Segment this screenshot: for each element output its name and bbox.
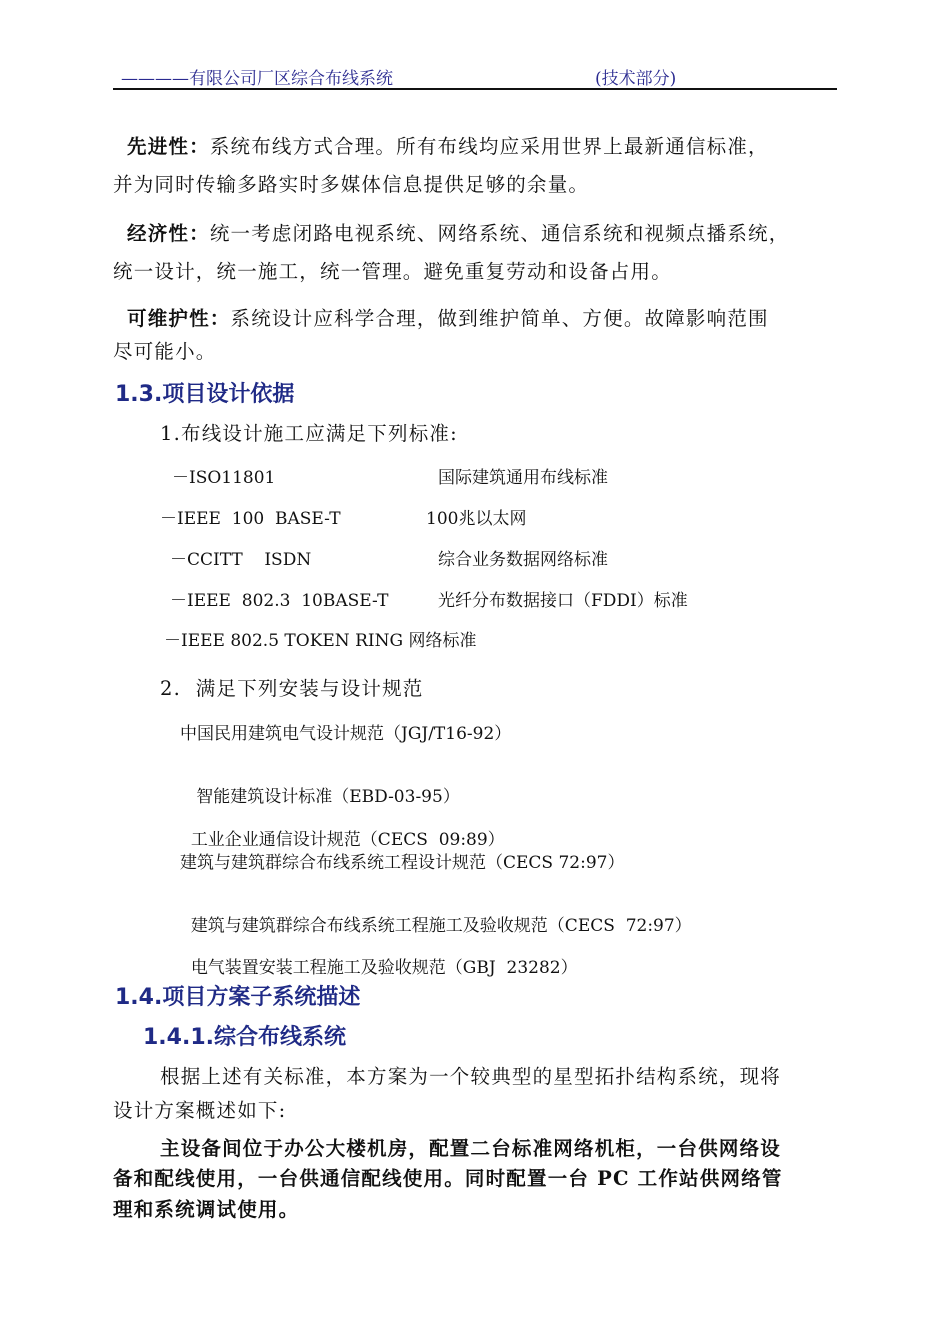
standard-desc: 光纤分布数据接口（FDDI）标准 [438,591,688,611]
standard-desc: 100兆以太网 [426,509,527,529]
subsection-number: 1.4.1. [143,1025,214,1050]
spec-item [176,848,624,873]
specs-intro: 2. 满足下列安装与设计规范 [160,677,424,700]
feature-1-line-1 [123,131,769,159]
paragraph-2-line-1: 主设备间位于办公大楼机房，配置二台标准网络机柜，一台供网络设 [160,1137,782,1160]
standard-code: －IEEE 802.5 TOKEN RING 网络标准 [164,631,477,651]
standard-code: －IEEE 100 BASE-T [160,509,341,529]
header-section: (技术部分) [595,69,677,89]
spec-text: 建筑与建筑群综合布线系统工程施工及验收规范（CECS 72:97） [190,916,692,936]
feature-2-line-2: 统一设计，统一施工，统一管理。避免重复劳动和设备占用。 [113,260,672,283]
spec-item [176,933,578,978]
paragraph-2-line-3: 理和系统调试使用。 [113,1198,300,1221]
spec-item [176,719,511,744]
subsection-title: 综合布线系统 [214,1025,347,1050]
standard-desc: 国际建筑通用布线标准 [438,468,608,488]
section-1-4-heading [115,980,360,1011]
paragraph-1-line-1: 根据上述有关标准，本方案为一个较典型的星型拓扑结构系统，现将 [160,1065,782,1088]
section-1-3-heading [115,377,294,408]
header-title: ————有限公司厂区综合布线系统 [121,69,393,89]
spec-text: 建筑与建筑群综合布线系统工程设计规范（CECS 72:97） [180,853,625,873]
standard-desc: 综合业务数据网络标准 [438,550,608,570]
section-number: 1.3. [115,382,163,407]
feature-3-title: 可维护性： [127,307,231,330]
section-number: 1.4. [115,985,163,1010]
paragraph-1-line-2: 设计方案概述如下: [113,1099,287,1122]
spec-item [176,805,505,850]
standard-code: －CCITT ISDN [170,550,312,570]
spec-text: 智能建筑设计标准（EBD-03-95） [190,787,460,807]
spec-text: 工业企业通信设计规范（CECS 09:89） [190,830,505,850]
feature-3-text: 系统设计应科学合理，做到维护简单、方便。故障影响范围 [230,307,769,330]
spec-item [176,762,460,807]
feature-3-line-1 [123,303,769,331]
spec-item [176,891,692,936]
page-header [113,62,837,90]
spec-text: 电气装置安装工程施工及验收规范（GBJ 23282） [190,958,578,978]
standards-intro: 1.布线设计施工应满足下列标准: [160,422,458,445]
feature-1-line-2: 并为同时传输多路实时多媒体信息提供足够的余量。 [113,173,590,196]
section-title: 项目方案子系统描述 [162,985,361,1010]
feature-1-title: 先进性： [127,135,210,158]
section-title: 项目设计依据 [162,382,295,407]
standard-code: －ISO11801 [172,468,276,488]
feature-3-line-2: 尽可能小。 [113,340,217,363]
feature-2-title: 经济性： [127,222,210,245]
feature-2-line-1 [123,218,789,246]
feature-2-text: 统一考虑闭路电视系统、网络系统、通信系统和视频点播系统， [209,222,790,245]
section-1-4-1-heading [143,1020,346,1051]
paragraph-2-line-2: 备和配线使用，一台供通信配线使用。同时配置一台 PC 工作站供网络管 [113,1167,783,1190]
spec-text: 中国民用建筑电气设计规范（JGJ/T16-92） [180,724,512,744]
feature-1-text: 系统布线方式合理。所有布线均应采用世界上最新通信标准， [209,135,769,158]
standard-code: －IEEE 802.3 10BASE-T [170,591,389,611]
